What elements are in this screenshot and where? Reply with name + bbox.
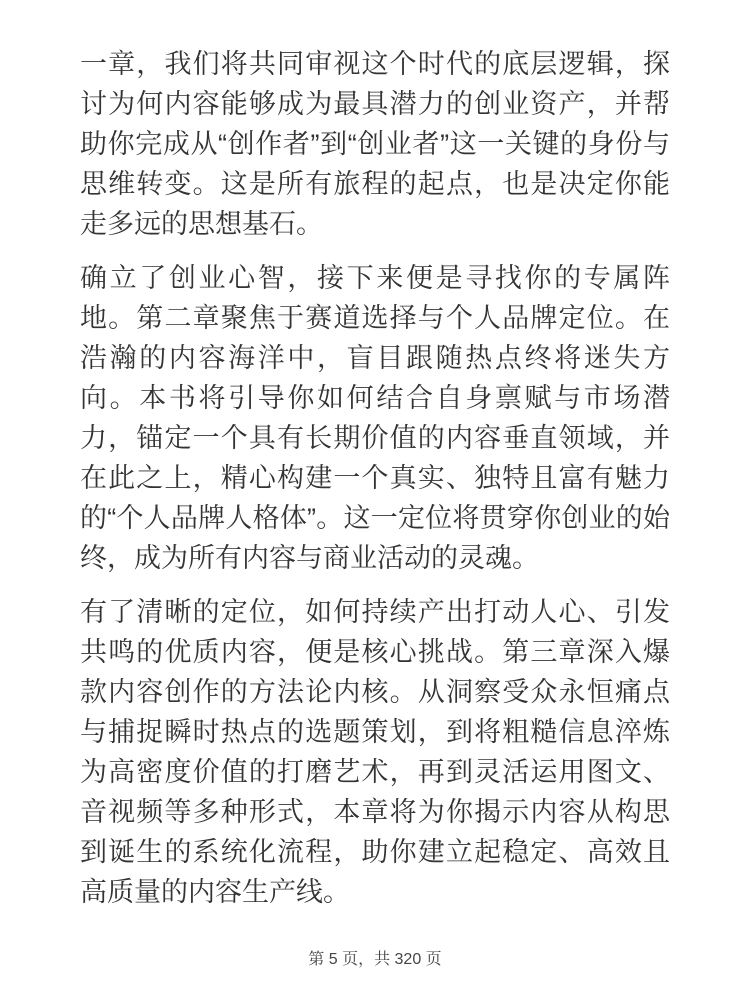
paragraph-1: 一章，我们将共同审视这个时代的底层逻辑，探讨为何内容能够成为最具潜力的创业资产，并帮助你完成从“创作者”到“创业者”这一关键的身份与思维转变。这是所有旅程的起点，也是决定你能走多远的思想基石。 <box>80 49 670 239</box>
paragraph-2: 确立了创业心智，接下来便是寻找你的专属阵地。第二章聚焦于赛道选择与个人品牌定位。在浩瀚的内容海洋中，盲目跟随热点终将迷失方向。本书将引导你如何结合自身禀赋与市场潜力，锚定一个具有长期价值的内容垂直领域，并在此之上，精心构建一个真实、独特且富有魅力的“个人品牌人格体”。这一定位将贯穿你创业的始终，成为所有内容与商业活动的灵魂。 <box>80 263 670 573</box>
page-content <box>80 44 670 926</box>
page-number-indicator: 第 5 页，共 320 页 <box>308 951 442 968</box>
paragraph-3: 有了清晰的定位，如何持续产出打动人心、引发共鸣的优质内容，便是核心挑战。第三章深入爆款内容创作的方法论内核。从洞察受众永恒痛点与捕捉瞬时热点的选题策划，到将粗糙信息淬炼为高密度价值的打磨艺术，再到灵活运用图文、音视频等多种形式，本章将为你揭示内容从构思到诞生的系统化流程，助你建立起稳定、高效且高质量的内容生产线。 <box>80 597 670 907</box>
